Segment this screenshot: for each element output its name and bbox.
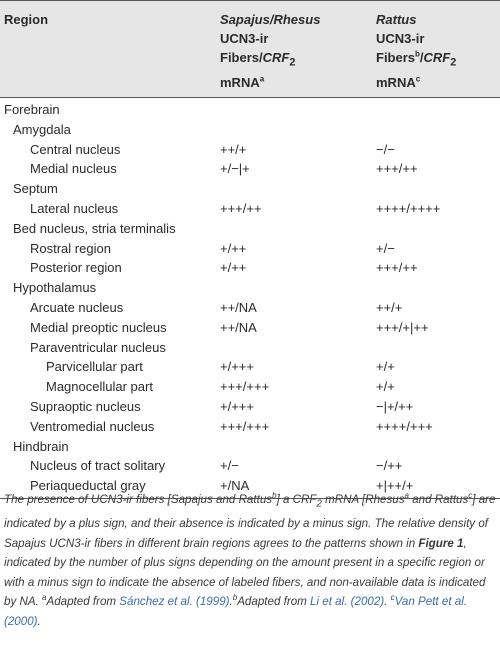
header-rattus-slash: / <box>419 50 424 65</box>
figure-1-link[interactable]: Figure 1 <box>418 536 464 550</box>
table-header <box>0 0 500 98</box>
footnote-text: Adapted from <box>237 595 311 609</box>
rattus-value: +/− <box>376 240 395 256</box>
footnote-text: , indicated by the number of plus signs depending on the amount present in a specific region or with a minus sign to indicate the absence of labeled fibers, and non-available data is indicated by NA. <box>4 536 486 609</box>
rattus-value: +|++/+ <box>376 478 414 494</box>
footnote-sup: c <box>390 593 395 603</box>
table-body <box>0 98 500 496</box>
region-label: Magnocellular part <box>46 379 153 395</box>
rattus-value: +/+ <box>376 359 395 375</box>
table-row <box>0 258 500 278</box>
region-label: Central nucleus <box>30 141 121 157</box>
sapajus-rhesus-value: +/+++ <box>220 398 254 414</box>
region-label: Parvicellular part <box>46 359 143 375</box>
footnote-sup: c <box>468 491 473 501</box>
footnote-sup: b <box>272 491 277 501</box>
rattus-value: −|+/++ <box>376 398 414 414</box>
footnote-sup: a <box>42 593 47 603</box>
header-rattus-fibers: Fibers <box>376 50 416 65</box>
header-sapajus-sup: a <box>259 74 265 84</box>
sapajus-rhesus-value: +/+++ <box>220 359 254 375</box>
header-rattus-crf: CRF <box>423 50 451 65</box>
table-row <box>0 199 500 219</box>
header-sapajus-crf-sub: 2 <box>289 56 296 69</box>
footnote-text: . <box>229 595 233 609</box>
header-rattus-column <box>376 10 456 92</box>
table-row <box>0 179 500 199</box>
table-row <box>0 417 500 437</box>
table-row <box>0 219 500 239</box>
rattus-value: +++/++ <box>376 161 418 177</box>
rattus-value: ++/+ <box>376 299 403 315</box>
footnote-text: . <box>37 614 41 628</box>
footnote-text: The presence of UCN3-ir fibers [Sapajus and Rattus <box>4 493 273 506</box>
table-row <box>0 318 500 338</box>
header-region: Region <box>4 12 49 27</box>
footnote-text: mRNA [Rhesus <box>321 493 405 506</box>
table-footnote <box>4 490 498 631</box>
region-label: Periaqueductal gray <box>30 478 146 494</box>
region-label: Septum <box>13 181 58 197</box>
table-row <box>0 239 500 259</box>
region-label: Ventromedial nucleus <box>30 418 155 434</box>
region-label: Paraventricular nucleus <box>30 339 166 355</box>
sapajus-rhesus-value: ++/+ <box>220 141 247 157</box>
header-sapajus-ucn3: UCN3-ir <box>220 31 269 46</box>
sapajus-rhesus-value: +++/+++ <box>220 418 270 434</box>
table-row <box>0 338 500 358</box>
region-label: Hindbrain <box>13 438 69 454</box>
header-rattus-mrna: mRNA <box>376 74 416 90</box>
rattus-value: +/+ <box>376 379 395 395</box>
table-row <box>0 140 500 160</box>
region-label: Nucleus of tract solitary <box>30 458 166 474</box>
rattus-value: ++++/+++ <box>376 418 433 434</box>
footnote-text: ] are indicated by a plus sign, and their absence is indicated by a minus sign. The relative density of Sapajus UCN3-ir fibers in different brain regions agrees to the patterns shown in <box>4 493 496 550</box>
table-row <box>0 456 500 476</box>
sapajus-rhesus-value: ++/NA <box>220 299 257 315</box>
reference-sanchez-link[interactable]: Sánchez et al. (1999) <box>119 595 230 609</box>
rattus-value: −/++ <box>376 458 403 474</box>
sapajus-rhesus-value: +++/++ <box>220 200 262 216</box>
region-label: Medial preoptic nucleus <box>30 319 167 335</box>
table-row <box>0 159 500 179</box>
footnote-text: Adapted from <box>46 595 120 609</box>
header-rattus-sup: c <box>415 74 421 84</box>
header-rattus-fibers-sup: b <box>415 49 420 59</box>
footnote-text: . <box>384 595 391 609</box>
footnote-sup: a <box>404 491 409 501</box>
sapajus-rhesus-value: +++/+++ <box>220 379 270 395</box>
region-label: Amygdala <box>13 121 71 137</box>
sapajus-rhesus-value: +/NA <box>220 478 250 494</box>
region-label: Supraoptic nucleus <box>30 398 141 414</box>
footnote-sub: 2 <box>316 498 322 510</box>
region-label: Medial nucleus <box>30 161 117 177</box>
footnote-text: and Rattus <box>409 493 469 506</box>
header-sapajus-column <box>220 10 320 92</box>
table-row <box>0 298 500 318</box>
rattus-value: +++/+|++ <box>376 319 429 335</box>
reference-li-link[interactable]: Li et al. (2002) <box>310 595 385 609</box>
reference-vanpett-link[interactable]: Van Pett et al. (2000) <box>4 595 468 628</box>
region-label: Lateral nucleus <box>30 200 119 216</box>
table-row <box>0 357 500 377</box>
region-label: Forebrain <box>4 102 60 117</box>
sapajus-rhesus-value: +/− <box>220 458 239 474</box>
table-row <box>0 100 500 120</box>
rattus-value: −/− <box>376 141 395 157</box>
header-rattus-ucn3: UCN3-ir <box>376 31 425 46</box>
sapajus-rhesus-value: +/−|+ <box>220 161 250 177</box>
header-sapajus-species: Sapajus/Rhesus <box>220 12 321 27</box>
sapajus-rhesus-value: +/++ <box>220 260 247 276</box>
header-sapajus-mrna: mRNA <box>220 74 260 90</box>
table-row <box>0 377 500 397</box>
region-label: Posterior region <box>30 260 122 276</box>
table-row <box>0 437 500 457</box>
header-sapajus-fibers: Fibers/ <box>220 50 263 65</box>
sapajus-rhesus-value: +/++ <box>220 240 247 256</box>
footnote-text: ] a CRF <box>276 493 317 506</box>
header-rattus-species: Rattus <box>376 12 417 27</box>
region-label: Hypothalamus <box>13 280 97 296</box>
region-label: Rostral region <box>30 240 111 256</box>
header-rattus-crf-sub: 2 <box>450 56 457 69</box>
table-row <box>0 120 500 140</box>
region-label: Arcuate nucleus <box>30 299 124 315</box>
header-sapajus-crf: CRF <box>262 50 290 65</box>
sapajus-rhesus-value: ++/NA <box>220 319 257 335</box>
region-label: Bed nucleus, stria terminalis <box>13 220 176 236</box>
rattus-value: ++++/++++ <box>376 200 441 216</box>
table-row <box>0 278 500 298</box>
rattus-value: +++/++ <box>376 260 418 276</box>
footnote-sup: b <box>232 593 238 603</box>
table-row <box>0 397 500 417</box>
